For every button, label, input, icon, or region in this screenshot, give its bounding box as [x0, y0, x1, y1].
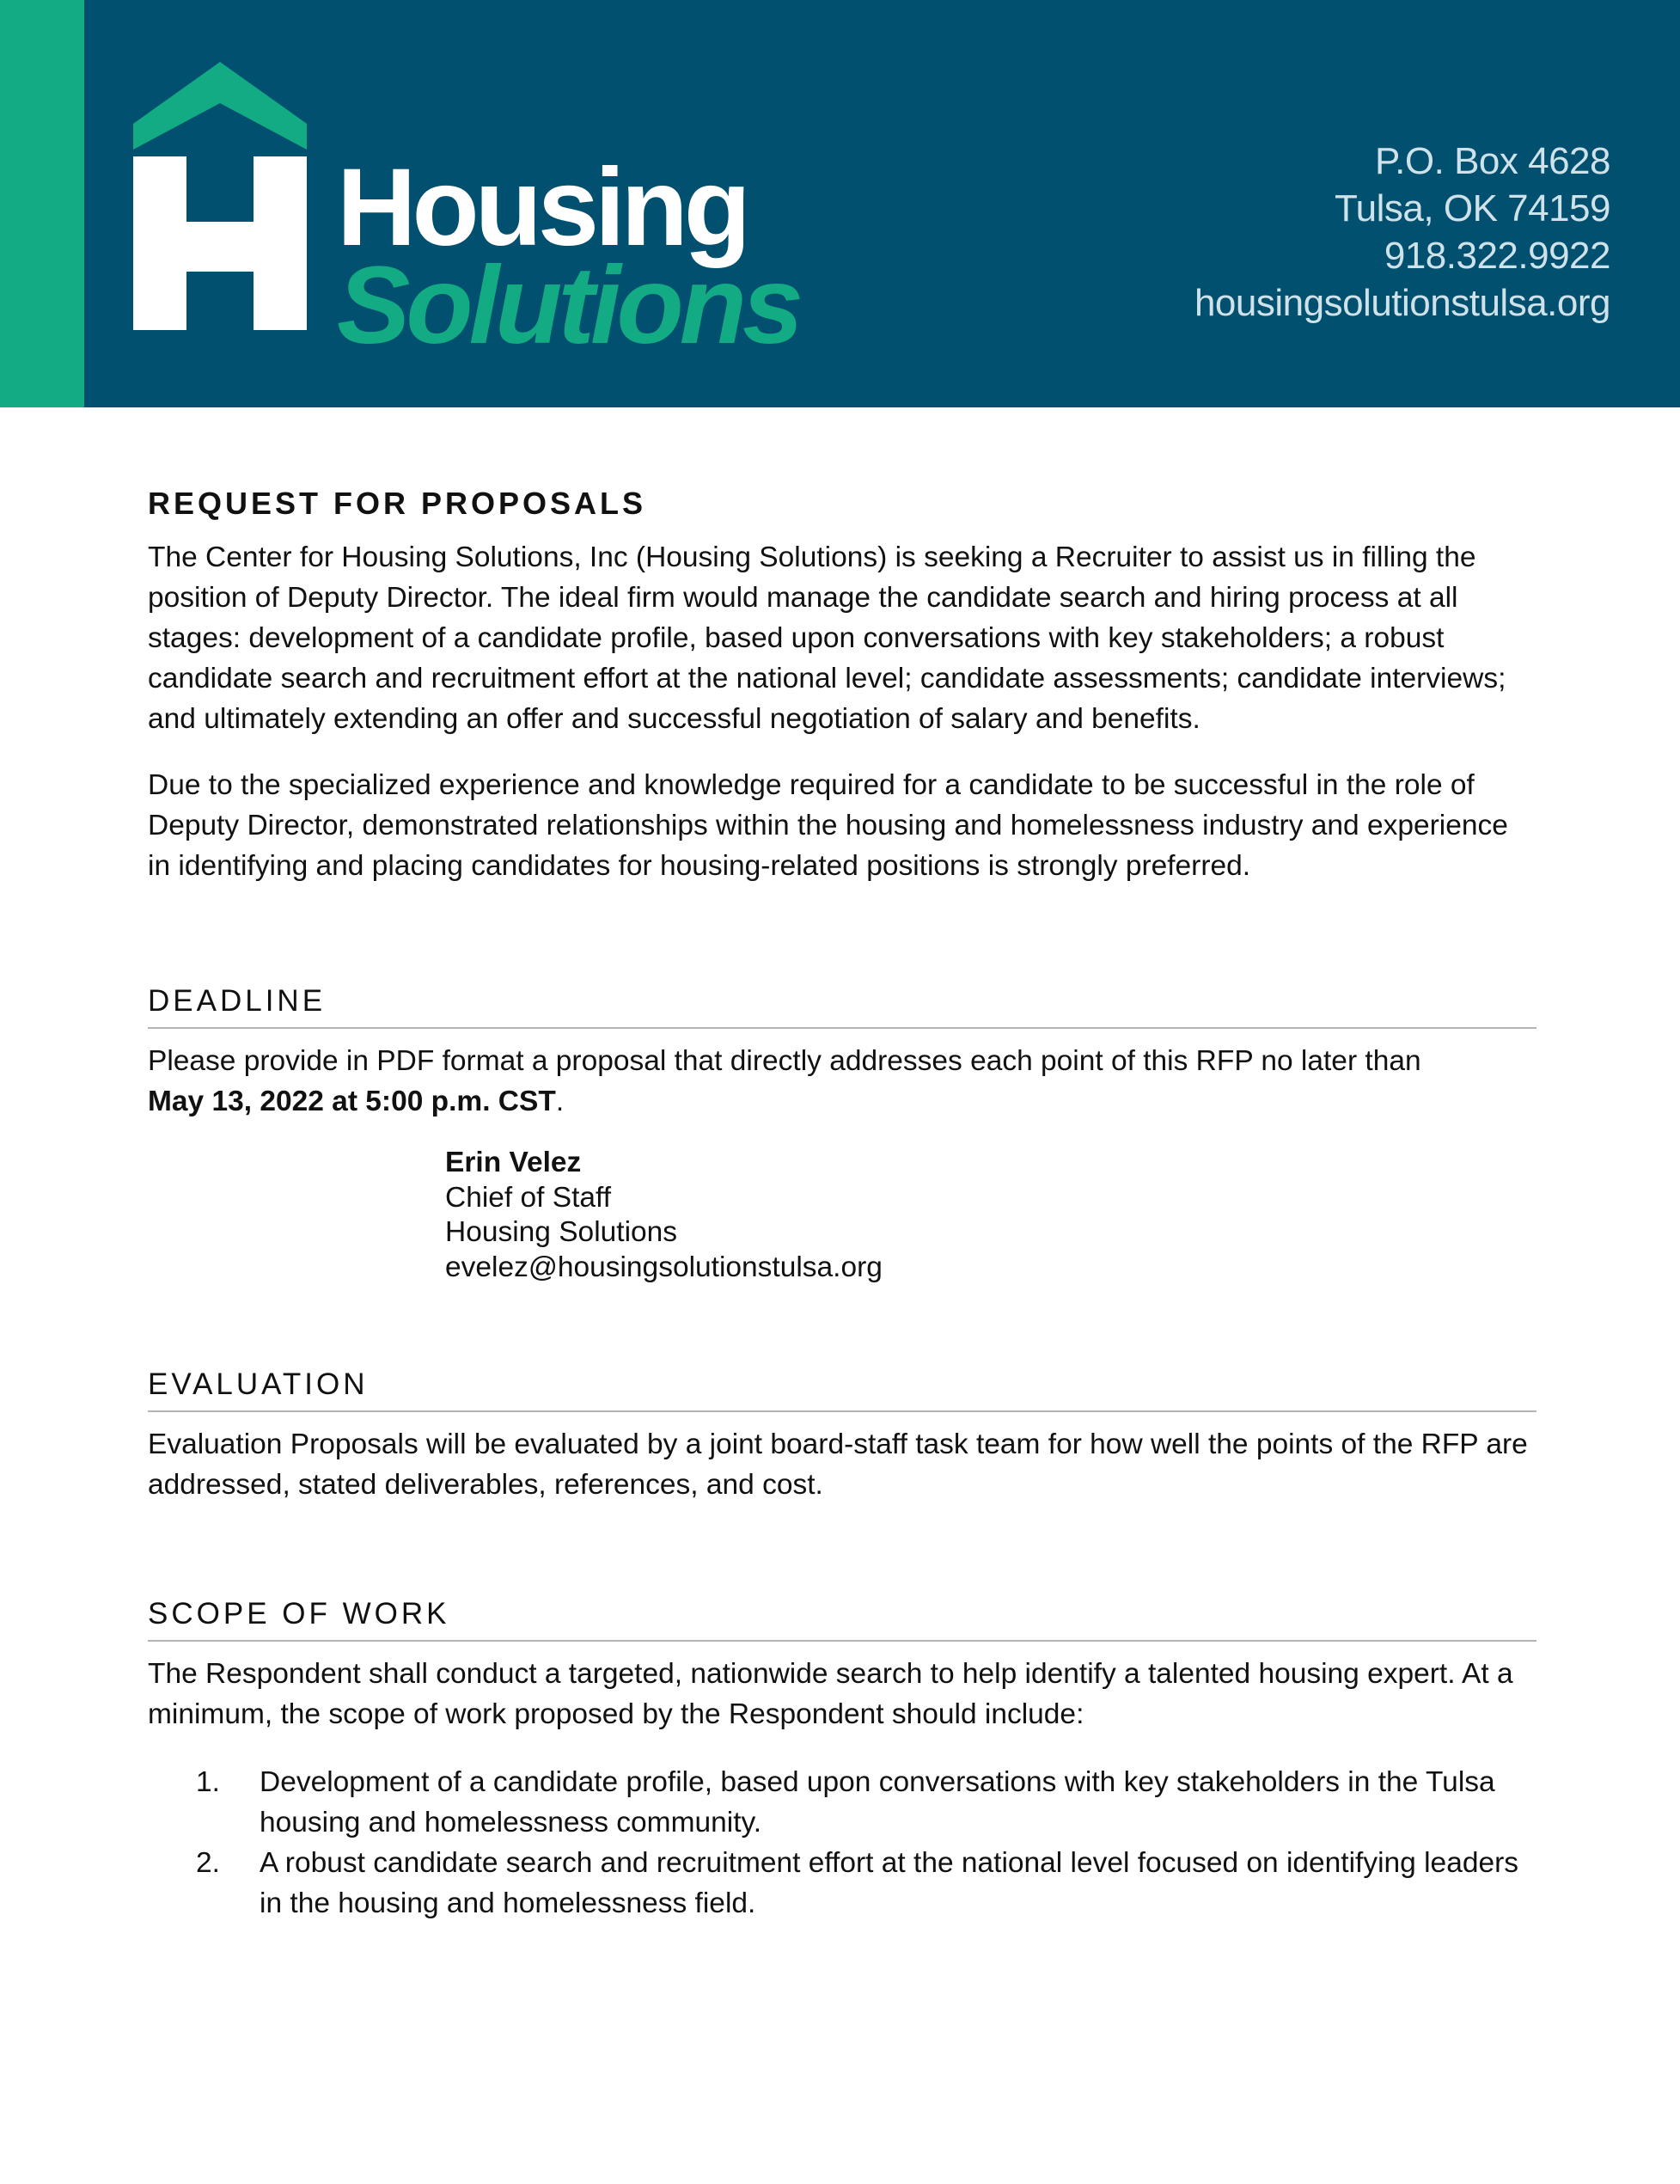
accent-stripe: [0, 0, 84, 407]
section-scope: [148, 1597, 1538, 1924]
rfp-heading: REQUEST FOR PROPOSALS: [148, 486, 647, 521]
list-item-text: A robust candidate search and recruitment effort at the national level focused on identifying leaders in the housing and homelessness field.: [260, 1847, 1518, 1919]
scope-list: [148, 1762, 1538, 1924]
logo-wordmark: [337, 146, 800, 367]
section-divider: [148, 1640, 1536, 1642]
logo-word-housing: Housing: [337, 146, 747, 269]
list-item-text: Development of a candidate profile, based upon conversations with key stakeholders in the Tulsa housing and homelessness community.: [260, 1766, 1495, 1838]
contact-email-link[interactable]: evelez@housingsolutionstulsa.org: [445, 1251, 883, 1283]
house-h-logo-icon: [133, 62, 307, 330]
scope-heading: SCOPE OF WORK: [148, 1597, 450, 1630]
contact-org: Housing Solutions: [445, 1216, 678, 1248]
list-item-number: 1.: [196, 1766, 220, 1798]
rfp-paragraph-2: Due to the specialized experience and knowledge required for a candidate to be successful in the role of Deputy Director, demonstrated relationships within the housing and homelessness industry and experience in identifying and placing candidates for housing-related positions is strongly preferred.: [148, 769, 1508, 882]
deadline-text: [148, 1041, 1538, 1122]
section-evaluation: [148, 1367, 1538, 1505]
scope-intro: The Respondent shall conduct a targeted, nationwide search to help identify a talented housing expert. At a minimum, the scope of work proposed by the Respondent should include:: [148, 1658, 1513, 1730]
phone-number: 918.322.9922: [1384, 235, 1610, 277]
letterhead-contact: [1194, 138, 1610, 327]
list-item-number: 2.: [196, 1847, 220, 1879]
rfp-paragraph-1: The Center for Housing Solutions, Inc (Housing Solutions) is seeking a Recruiter to assist us in filling the position of Deputy Director. The ideal firm would manage the candidate search and hiring process at all stages: development of a candidate profile, based upon conversations with key stakeholders; a robust candidate search and recruitment effort at the national level; candidate assessments; candidate interviews; and ultimately extending an offer and successful negotiation of salary and benefits.: [148, 541, 1506, 735]
address-line-1: P.O. Box 4628: [1375, 140, 1610, 182]
deadline-text-before: Please provide in PDF format a proposal that directly addresses each point of this RFP no later than: [148, 1045, 1421, 1077]
deadline-heading: DEADLINE: [148, 984, 327, 1018]
website-link[interactable]: housingsolutionstulsa.org: [1194, 282, 1610, 324]
evaluation-text: Evaluation Proposals will be evaluated by a joint board-staff task team for how well the points of the RFP are addressed, stated deliverables, references, and cost.: [148, 1428, 1528, 1501]
submission-contact: [445, 1146, 1538, 1285]
letterhead-banner: [0, 0, 1680, 407]
logo-word-solutions: Solutions: [337, 244, 800, 367]
section-divider: [148, 1027, 1536, 1029]
list-item: [148, 1762, 1538, 1843]
section-divider: [148, 1410, 1536, 1412]
list-item: [148, 1843, 1538, 1924]
contact-role: Chief of Staff: [445, 1181, 612, 1214]
deadline-date: May 13, 2022 at 5:00 p.m. CST: [148, 1086, 556, 1117]
evaluation-heading: EVALUATION: [148, 1367, 369, 1401]
section-deadline: [148, 984, 1538, 1285]
section-rfp: [148, 477, 1538, 886]
deadline-text-after: .: [555, 1086, 565, 1117]
address-line-2: Tulsa, OK 74159: [1334, 187, 1610, 229]
contact-name: Erin Velez: [445, 1147, 582, 1178]
